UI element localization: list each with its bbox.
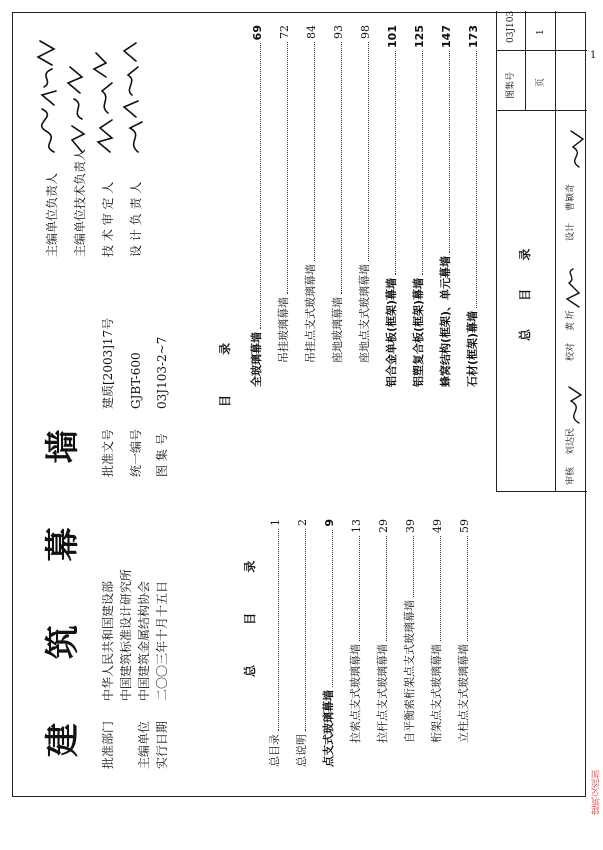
toc-item-label: 铝塑复合板(框架)幕墙 [412,277,425,387]
toc-item-label: 吊挂玻璃幕墙 [277,297,290,363]
toc-item-label: 吊挂点支式玻璃幕墙 [304,264,317,363]
meta-value: 03J103-2~7 [155,336,169,409]
leader-dots [287,42,288,294]
meta-value: 中国建筑标准设计研究所 [119,568,133,701]
leader-dots [314,42,315,261]
toc-item-label: 全玻璃幕墙 [250,332,263,387]
leader-dots [395,51,396,275]
titleblock-name: 总 目 录 [518,236,532,341]
toc-item[interactable] [268,519,282,767]
meta-label: 统一编号 [129,428,143,477]
toc-item-label: 拉索点支式玻璃幕墙 [349,644,362,743]
toc-item-label: 拉杆点支式玻璃幕墙 [376,644,389,743]
role-label: 审核 [566,466,576,485]
toc-item[interactable] [322,519,336,767]
leader-dots [440,536,441,641]
toc-item-page: 69 [251,25,264,41]
meta-value: GJBT-600 [129,352,143,409]
toc-item-page: 39 [404,519,417,533]
toc-item-page: 1 [269,519,282,526]
toc-item-page: 49 [431,519,444,533]
toc-item[interactable] [466,25,480,387]
leader-dots [332,530,333,687]
meta-label: 实行日期 [155,720,169,769]
toc-item[interactable] [430,519,444,743]
toc-item-page: 72 [278,25,291,39]
toc-item[interactable] [358,25,372,363]
leader-dots [467,536,468,641]
meta-value: 中国建筑金属结构协会 [137,580,151,701]
role-label: 设计 [566,222,576,241]
toc-item-page: 173 [467,25,480,48]
meta-value: 建质[2003]17号 [101,317,115,409]
toc-item-page: 125 [413,25,426,48]
leader-dots [368,42,369,261]
person-name: 刘达民 [566,427,576,455]
toc-item-label: 自平衡索桁架点支式玻璃幕墙 [403,600,416,743]
leader-dots [260,43,261,329]
toc-item[interactable] [349,519,363,743]
leader-dots [341,42,342,294]
signatures-image [32,17,162,157]
toc-item-page: 147 [440,25,453,48]
leader-dots [413,536,414,597]
page-number: 1 [536,29,546,35]
toc-item[interactable] [304,25,318,363]
toc-item[interactable] [250,25,264,387]
toc-item-page: 98 [359,25,372,39]
title-block [496,11,587,492]
toc-item-label: 点支式玻璃幕墙 [322,690,335,767]
toc-item-page: 13 [350,519,363,533]
responsible-label: 技 术 审 定 人 [101,181,115,257]
toc-item-label: 石材(框架)幕墙 [466,310,479,387]
toc-item-page: 9 [323,519,336,527]
toc-item-label: 蜂窝结构(框架)、单元幕墙 [439,255,452,387]
leader-dots [359,536,360,641]
leader-dots [449,51,450,253]
toc-right-heading: 目 录 [218,324,232,407]
page-title: 建 筑 幕 墙 [43,403,83,757]
rotated-sheet [12,12,586,797]
responsible-label: 主编单位技术负责人 [73,148,87,257]
atlas-label: 图集号 [506,71,516,99]
toc-item-label: 立柱点支式玻璃幕墙 [457,644,470,743]
leader-dots [386,536,387,641]
responsible-label: 设 计 负 责 人 [129,181,143,257]
toc-left-heading: 总 目 录 [243,542,257,677]
leader-dots [476,51,477,308]
toc-item[interactable] [412,25,426,387]
toc-item-label: 桁架点支式玻璃幕墙 [430,644,443,743]
toc-item[interactable] [439,25,453,387]
person-name: 黄 圻 [566,310,576,331]
meta-value: 二〇〇三年十月十五日 [155,580,169,701]
meta-label: 批准部门 [101,720,115,769]
toc-item[interactable] [385,25,399,387]
leader-dots [278,529,279,731]
watermark-text: 建筑交流加 [592,770,602,815]
toc-item[interactable] [277,25,291,363]
meta-value: 中华人民共和国建设部 [101,580,115,701]
toc-item-page: 84 [305,25,318,39]
toc-item-label: 总目录 [268,734,281,767]
meta-label: 批准文号 [101,428,115,477]
responsible-label: 主编单位负责人 [45,172,59,257]
toc-item[interactable] [331,25,345,363]
atlas-number: 03J103 [506,10,516,43]
person-name: 曹颖奇 [566,183,576,211]
titleblock-signatures [557,107,587,427]
toc-item-page: 93 [332,25,345,39]
toc-item[interactable] [376,519,390,743]
leader-dots [305,529,306,731]
page-label: 页 [536,77,546,87]
meta-label: 主编单位 [137,720,151,769]
toc-item[interactable] [403,519,417,743]
toc-item-label: 铝合金单板(框架)幕墙 [385,277,398,387]
toc-item-page: 59 [458,519,471,533]
toc-item-page: 29 [377,519,390,533]
toc-item[interactable] [457,519,471,743]
toc-item[interactable] [295,519,309,767]
meta-label: 图 集 号 [155,433,169,477]
toc-item-page: 2 [296,519,309,526]
sheet-number: 1 [590,50,597,61]
leader-dots [422,51,423,275]
toc-item-label: 座地玻璃幕墙 [331,297,344,363]
role-label: 校对 [566,342,576,361]
toc-item-label: 总说明 [295,734,308,767]
toc-item-label: 座地点支式玻璃幕墙 [358,264,371,363]
toc-item-page: 101 [386,25,399,48]
